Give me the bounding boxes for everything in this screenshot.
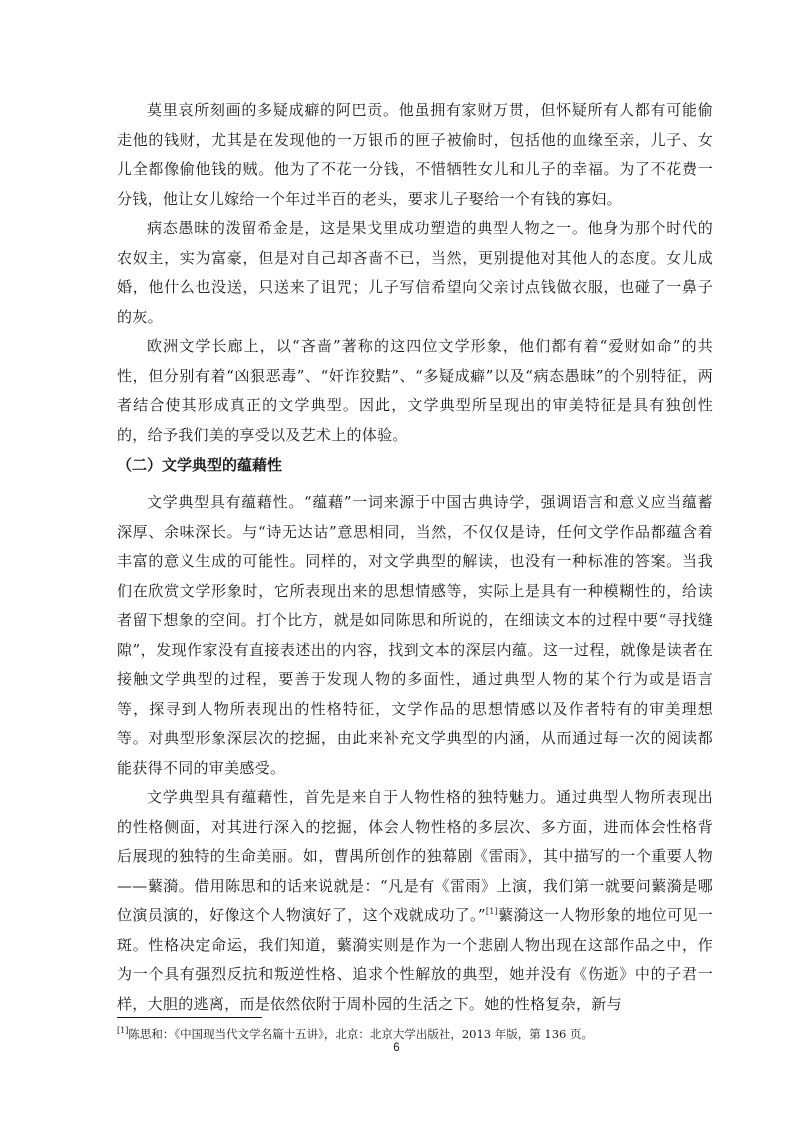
section-heading: （二）文学典型的蕴藉性 [117,456,283,474]
paragraph-text-after-note: 蘩漪这一人物形象的地位可见一斑。性格决定命运，我们知道，蘩漪实则是作为一个悲剧人物出现在这部作品之中，作为一个具有强烈反抗和叛逆性格、追求个性解放的典型，她并没有《伤逝》中的子君一样，大胆的逃离，而是依然依附于周朴园的生活之下。她的性格复杂，新与 [117,906,714,1013]
page-number: 6 [393,1042,400,1054]
paragraph-plyushkin: 病态愚昧的泼留希金是，这是果戈里成功塑造的典型人物之一。他身为那个时代的农奴主，实为富豪，但是对自己却吝啬不已，当然，更别提他对其他人的态度。女儿成婚，他什么也没送，只送来了诅咒；儿子写信希望向父亲讨点钱做衣服，也碰了一鼻子的灰。 [117,219,713,326]
footnote-reference[interactable]: [1] [485,907,499,916]
body-text-top [117,96,713,450]
footnote-text: 陈思和：《中国现当代文学名篇十五讲》，北京：北京大学出版社，2013 年版，第 136 页。 [128,1027,594,1041]
footnote-divider [117,1017,262,1018]
body-text-bottom [117,488,713,1019]
footnote [117,1026,717,1042]
paragraph-connotation: 文学典型具有蕴藉性。“蕴藉”一词来源于中国古典诗学，强调语言和意义应当蕴蓄深厚、余味深长。与“诗无达诂”意思相同，当然，不仅仅是诗，任何文学作品都蕴含着丰富的意义生成的可能性。同样的，对文学典型的解读，也没有一种标准的答案。当我们在欣赏文学形象时，它所表现出来的思想情感等，实际上是具有一种模糊性的，给读者留下想象的空间。打个比方，就是如同陈思和所说的，在细读文本的过程中要“寻找缝隙”，发现作家没有直接表述出的内容，找到文本的深层内蕴。这一过程，就像是读者在接触文学典型的过程，要善于发现人物的多面性，通过典型人物的某个行为或是语言等，探寻到人物所表现出的性格特征，文学作品的思想情感以及作者特有的审美理想等。对典型形象深层次的挖掘，由此来补充文学典型的内涵，从而通过每一次的阅读都能获得不同的审美感受。 [117,493,713,777]
paragraph-text-before-note: 文学典型具有蕴藉性，首先是来自于人物性格的独特魅力。通过典型人物所表现出的性格侧面，对其进行深入的挖掘，体会人物性格的多层次、多方面，进而体会性格背后展现的独特的生命美丽。如，曹禺所创作的独幕剧《雷雨》，其中描写的一个重要人物——蘩漪。借用陈思和的话来说就是：“凡是有《雷雨》上演，我们第一就要问蘩漪是哪位演员演的，好像这个人物演好了，这个戏就成功了。” [117,788,713,924]
paragraph-miser-summary: 欧洲文学长廊上，以“吝啬”著称的这四位文学形象，他们都有着“爱财如命”的共性，但分别有着“凶狠恶毒”、“奸诈狡黠”、“多疑成癖”以及“病态愚昧”的个别特征，两者结合使其形成真正的文学典型。因此，文学典型所呈现出的审美特征是具有独创性的，给予我们美的享受以及艺术上的体验。 [117,337,713,444]
footnote-mark: [1] [117,1026,129,1036]
paragraph-character-charm [117,783,713,1019]
paragraph-miser-harpagon: 莫里哀所刻画的多疑成癖的阿巴贡。他虽拥有家财万贯，但怀疑所有人都有可能偷走他的钱财，尤其是在发现他的一万银币的匣子被偷时，包括他的血缘至亲，儿子、女儿全都像偷他钱的贼。他为了不花一分钱，不惜牺牲女儿和儿子的幸福。为了不花费一分钱，他让女儿嫁给一个年过半百的老头，要求儿子娶给一个有钱的寡妇。 [117,101,713,208]
